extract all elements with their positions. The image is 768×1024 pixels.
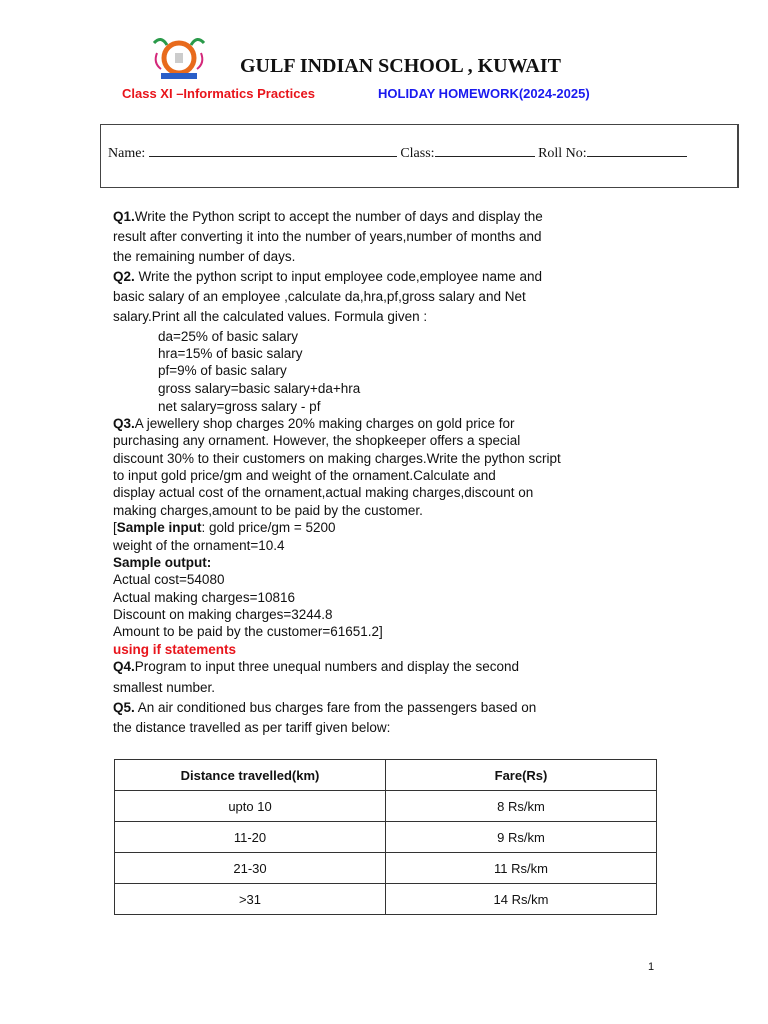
page-number: 1 [648, 961, 655, 973]
fare-table [114, 759, 657, 915]
q3-line: purchasing any ornament. However, the shopkeeper offers a special [113, 433, 521, 448]
q5-line: the distance travelled as per tariff given below: [113, 720, 391, 735]
class-subject: Class XI –Informatics Practices [122, 86, 315, 101]
student-fields [108, 144, 687, 162]
header-distance: Distance travelled(km) [115, 760, 386, 791]
fare-cell: 8 Rs/km [386, 791, 657, 822]
fare-cell: 9 Rs/km [386, 822, 657, 853]
q4-line: Q4.Program to input three unequal numbers and display the second [113, 659, 520, 674]
distance-cell: upto 10 [115, 791, 386, 822]
q3-line: to input gold price/gm and weight of the ornament.Calculate and [113, 468, 496, 483]
sample-input: [Sample input: gold price/gm = 5200 [113, 520, 336, 535]
q1-line: the remaining number of days. [113, 249, 296, 264]
formula: hra=15% of basic salary [158, 346, 303, 361]
q2-line: basic salary of an employee ,calculate da,hra,pf,gross salary and Net [113, 289, 526, 304]
q2-line: Q2. Write the python script to input employee code,employee name and [113, 269, 543, 284]
q5-line: Q5. An air conditioned bus charges fare from the passengers based on [113, 700, 537, 715]
q2-line: salary.Print all the calculated values. Formula given : [113, 309, 428, 324]
q1-line: Q1.Write the Python script to accept the number of days and display the [113, 209, 543, 224]
school-crest-logo [149, 33, 209, 85]
table-row [115, 822, 657, 853]
sample-output: Discount on making charges=3244.8 [113, 607, 333, 622]
sample-output: Actual cost=54080 [113, 572, 225, 587]
table-header-row [115, 760, 657, 791]
q3-line: discount 30% to their customers on making charges.Write the python script [113, 451, 561, 466]
roll-label: Roll No: [538, 146, 587, 161]
name-label: Name: [108, 146, 146, 161]
sample-weight: weight of the ornament=10.4 [113, 538, 285, 553]
section-heading: using if statements [113, 642, 237, 657]
fare-cell: 14 Rs/km [386, 884, 657, 915]
formula: da=25% of basic salary [158, 329, 298, 344]
table-row [115, 791, 657, 822]
table-row [115, 853, 657, 884]
q1-line: result after converting it into the number of years,number of months and [113, 229, 542, 244]
table-row [115, 884, 657, 915]
homework-title: HOLIDAY HOMEWORK(2024-2025) [378, 86, 590, 101]
name-field[interactable] [149, 144, 397, 157]
distance-cell: >31 [115, 884, 386, 915]
sample-output: Amount to be paid by the customer=61651.2] [113, 624, 383, 639]
distance-cell: 11-20 [115, 822, 386, 853]
school-title: GULF INDIAN SCHOOL , KUWAIT [240, 55, 561, 77]
formula: gross salary=basic salary+da+hra [158, 381, 361, 396]
distance-cell: 21-30 [115, 853, 386, 884]
header-fare: Fare(Rs) [386, 760, 657, 791]
q3-line: display actual cost of the ornament,actual making charges,discount on [113, 485, 534, 500]
formula: net salary=gross salary - pf [158, 399, 321, 414]
class-label: Class: [400, 146, 435, 161]
formula: pf=9% of basic salary [158, 363, 287, 378]
fare-cell: 11 Rs/km [386, 853, 657, 884]
q3-line: Q3.A jewellery shop charges 20% making charges on gold price for [113, 416, 515, 431]
q4-line: smallest number. [113, 680, 216, 695]
roll-field[interactable] [587, 144, 687, 157]
q3-line: making charges,amount to be paid by the customer. [113, 503, 423, 518]
class-field[interactable] [435, 144, 535, 157]
sample-output-label: Sample output: [113, 555, 212, 570]
sample-output: Actual making charges=10816 [113, 590, 295, 605]
